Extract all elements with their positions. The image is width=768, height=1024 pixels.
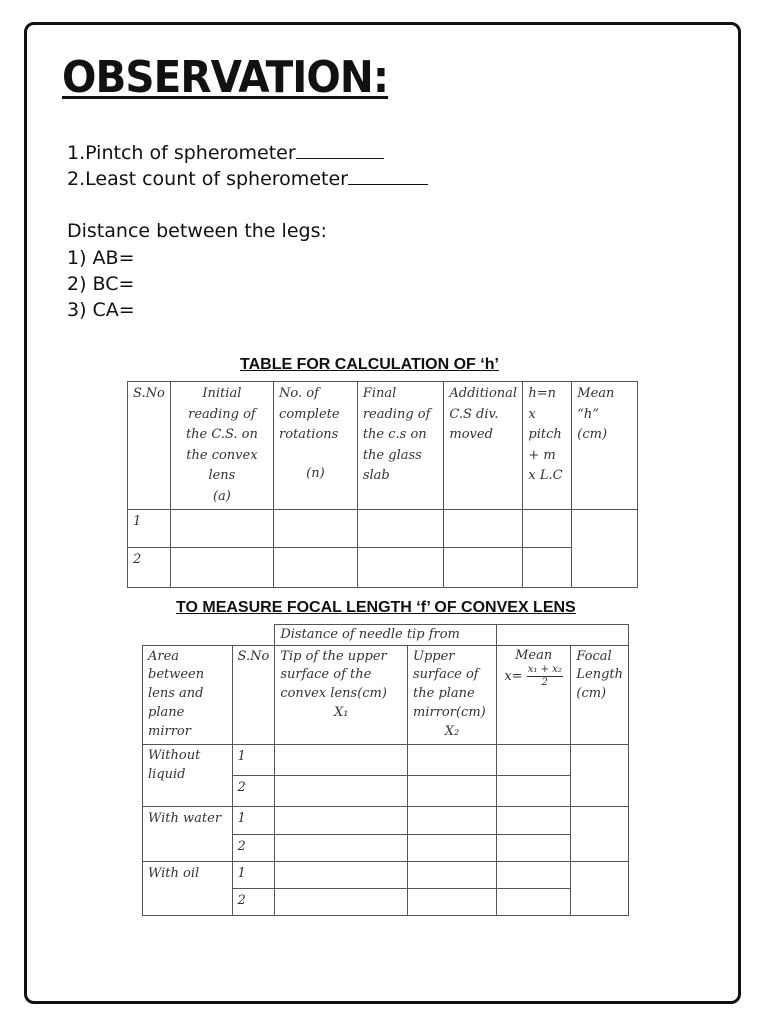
- table1-header-rotations-text: No. of complete rotations: [279, 386, 340, 443]
- group-without-liquid: Without liquid: [143, 744, 233, 806]
- table-cell[interactable]: [523, 548, 572, 588]
- leg-bc: 2) BC=: [67, 273, 135, 295]
- row-sno: 2: [232, 834, 275, 861]
- mean-fraction: [527, 664, 563, 689]
- table-cell[interactable]: [275, 806, 408, 834]
- table-cell[interactable]: [496, 775, 570, 806]
- table1-header-h-formula: h=n x pitch + m x L.C: [523, 382, 572, 510]
- table2-header-blank: [496, 625, 628, 646]
- table-cell[interactable]: [496, 861, 570, 888]
- row-sno: 1: [232, 806, 275, 834]
- focal-cell-with-oil[interactable]: [571, 861, 629, 915]
- table2-caption: TO MEASURE FOCAL LENGTH ‘f’ OF CONVEX LENS: [176, 599, 576, 616]
- focal-cell-with-water[interactable]: [571, 806, 629, 861]
- table2-header-upper-plane: [408, 645, 497, 744]
- table1-header-initial-text: Initial reading of the C.S. on the convex lens: [185, 386, 258, 484]
- table2-header-mean: [496, 645, 570, 744]
- table-cell[interactable]: [357, 548, 444, 588]
- table1-header-rotations-symbol: (n): [306, 465, 325, 481]
- table2-header-focal: Focal Length (cm): [571, 645, 629, 744]
- table-row: [128, 548, 638, 588]
- table1-header-rotations: [274, 382, 358, 510]
- mean-numerator: x₁ + x₂: [527, 664, 562, 676]
- pitch-line: [67, 142, 384, 164]
- table1-header-initial: [170, 382, 273, 510]
- table2-header-tip-upper-text: Tip of the upper surface of the convex lens(cm): [280, 648, 387, 702]
- page-title: OBSERVATION:: [62, 52, 389, 103]
- table-cell[interactable]: [496, 834, 570, 861]
- table1-mean-cell[interactable]: [572, 510, 638, 588]
- h-calculation-table: [127, 381, 638, 588]
- focal-length-table: [142, 624, 629, 916]
- mean-denominator: 2: [541, 677, 548, 689]
- table-row: [143, 744, 629, 775]
- table-cell[interactable]: [408, 775, 497, 806]
- least-count-blank: [348, 170, 428, 185]
- table-cell[interactable]: [170, 548, 273, 588]
- table2-header-x2: X₂: [444, 723, 460, 739]
- table-cell[interactable]: [275, 744, 408, 775]
- pitch-blank: [296, 144, 384, 159]
- table2-header-area: Area between lens and plane mirror: [143, 645, 233, 744]
- table-cell[interactable]: [496, 888, 570, 915]
- focal-cell-without-liquid[interactable]: [571, 744, 629, 806]
- table-row: [143, 806, 629, 834]
- table1-header-sno: S.No: [128, 382, 171, 510]
- table-row: [143, 861, 629, 888]
- table1-header-final: Final reading of the c.s on the glass slab: [357, 382, 444, 510]
- table1-header-additional: Additional C.S div. moved: [444, 382, 523, 510]
- table-row: [128, 510, 638, 548]
- table1-header-initial-symbol: (a): [212, 488, 231, 504]
- table1-row2-sno: 2: [128, 548, 171, 588]
- table2-corner: [143, 625, 275, 646]
- table2-header-distance-from: Distance of needle tip from: [275, 625, 497, 646]
- table-cell[interactable]: [408, 888, 497, 915]
- table1-row1-sno: 1: [128, 510, 171, 548]
- row-sno: 2: [232, 888, 275, 915]
- table1-header-mean: Mean “h” (cm): [572, 382, 638, 510]
- table-cell[interactable]: [275, 888, 408, 915]
- table-cell[interactable]: [357, 510, 444, 548]
- table-cell[interactable]: [274, 548, 358, 588]
- table-cell[interactable]: [444, 548, 523, 588]
- table-cell[interactable]: [444, 510, 523, 548]
- table-cell[interactable]: [275, 775, 408, 806]
- table-cell[interactable]: [496, 806, 570, 834]
- table1-caption: TABLE FOR CALCULATION OF ‘h’: [240, 356, 499, 373]
- table-cell[interactable]: [275, 861, 408, 888]
- table2-header-sno: S.No: [232, 645, 275, 744]
- table-cell[interactable]: [170, 510, 273, 548]
- table2-header-mean-label: Mean: [515, 647, 553, 663]
- table-cell[interactable]: [408, 744, 497, 775]
- table-cell[interactable]: [408, 806, 497, 834]
- table-cell[interactable]: [408, 861, 497, 888]
- table-cell[interactable]: [496, 744, 570, 775]
- row-sno: 1: [232, 744, 275, 775]
- table-cell[interactable]: [275, 834, 408, 861]
- distance-heading: Distance between the legs:: [67, 220, 327, 242]
- table-cell[interactable]: [523, 510, 572, 548]
- table2-header-tip-upper: [275, 645, 408, 744]
- table2-header-x1: X₁: [333, 705, 349, 721]
- table2-header-mean-x: x=: [504, 669, 523, 685]
- row-sno: 2: [232, 775, 275, 806]
- leg-ca: 3) CA=: [67, 299, 135, 321]
- table2-header-upper-plane-text: Upper surface of the plane mirror(cm): [413, 648, 486, 721]
- table-cell[interactable]: [408, 834, 497, 861]
- least-count-line: [67, 168, 428, 190]
- group-with-water: With water: [143, 806, 233, 861]
- leg-ab: 1) AB=: [67, 247, 135, 269]
- group-with-oil: With oil: [143, 861, 233, 915]
- least-count-label: 2.Least count of spherometer: [67, 168, 348, 190]
- pitch-label: 1.Pintch of spherometer: [67, 142, 296, 164]
- row-sno: 1: [232, 861, 275, 888]
- table-cell[interactable]: [274, 510, 358, 548]
